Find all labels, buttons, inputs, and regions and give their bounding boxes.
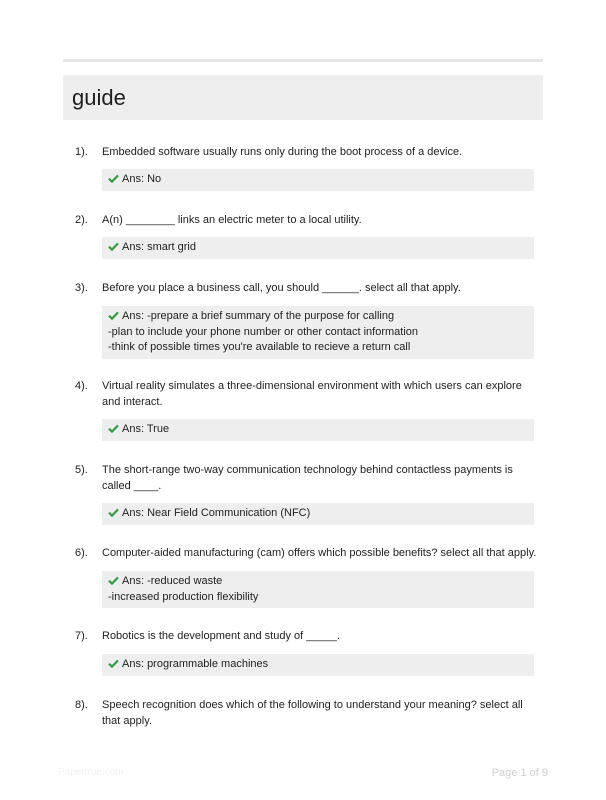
- answer-box: [102, 419, 534, 441]
- answer-box: [102, 654, 534, 676]
- question-number: 7).: [75, 630, 88, 642]
- check-icon: [108, 508, 119, 517]
- answer-box: [102, 503, 534, 525]
- question-text: Before you place a business call, you should ______. select all that apply.: [102, 282, 461, 294]
- question-text: Embedded software usually runs only during the boot process of a device.: [102, 146, 463, 158]
- answer-text: Ans: -prepare a brief summary of the purpose for calling: [122, 310, 395, 322]
- question-number: 1).: [75, 146, 88, 158]
- question-number: 5).: [75, 464, 88, 476]
- check-icon: [108, 174, 119, 183]
- question-text: Speech recognition does which of the following to understand your meaning? select all that apply.: [102, 699, 523, 727]
- footer-watermark: Papertrue.com: [58, 767, 124, 778]
- answer-text: -increased production flexibility: [108, 590, 259, 603]
- question-number: 4).: [75, 380, 88, 392]
- check-icon: [108, 576, 119, 585]
- check-icon: [108, 659, 119, 668]
- answer-text: -think of possible times you're available to recieve a return call: [108, 341, 411, 353]
- check-icon: [108, 311, 119, 320]
- question-text: A(n) ________ links an electric meter to a local utility.: [102, 214, 362, 226]
- question-number: 2).: [75, 214, 88, 226]
- answer-text: Ans: smart grid: [122, 241, 196, 253]
- answer-box: [102, 237, 534, 259]
- answer-text: Ans: No: [122, 173, 162, 185]
- question-number: 6).: [75, 547, 88, 559]
- answer-text: Ans: Near Field Communication (NFC): [122, 507, 311, 519]
- top-rule: [63, 59, 543, 62]
- title-bar: [63, 75, 543, 120]
- question-number: 8).: [75, 699, 88, 711]
- answer-box: [102, 306, 534, 359]
- answer-box: [102, 169, 534, 191]
- answer-box: [102, 571, 534, 608]
- question-text: Robotics is the development and study of _____.: [102, 630, 340, 642]
- answer-text: -plan to include your phone number or other contact information: [108, 325, 419, 338]
- page-title: guide: [72, 84, 126, 110]
- answer-text: Ans: programmable machines: [122, 658, 269, 670]
- answer-text: Ans: True: [122, 423, 170, 435]
- answer-text: Ans: -reduced waste: [122, 575, 223, 587]
- question-number: 3).: [75, 282, 88, 294]
- check-icon: [108, 424, 119, 433]
- check-icon: [108, 242, 119, 251]
- question-text: Computer-aided manufacturing (cam) offers which possible benefits? select all that apply.: [102, 547, 537, 559]
- page-indicator: Page 1 of 9: [491, 767, 548, 779]
- question-text: Virtual reality simulates a three-dimensional environment with which users can explore and interact.: [102, 380, 522, 408]
- question-text: The short-range two-way communication technology behind contactless payments is called ____.: [102, 464, 513, 492]
